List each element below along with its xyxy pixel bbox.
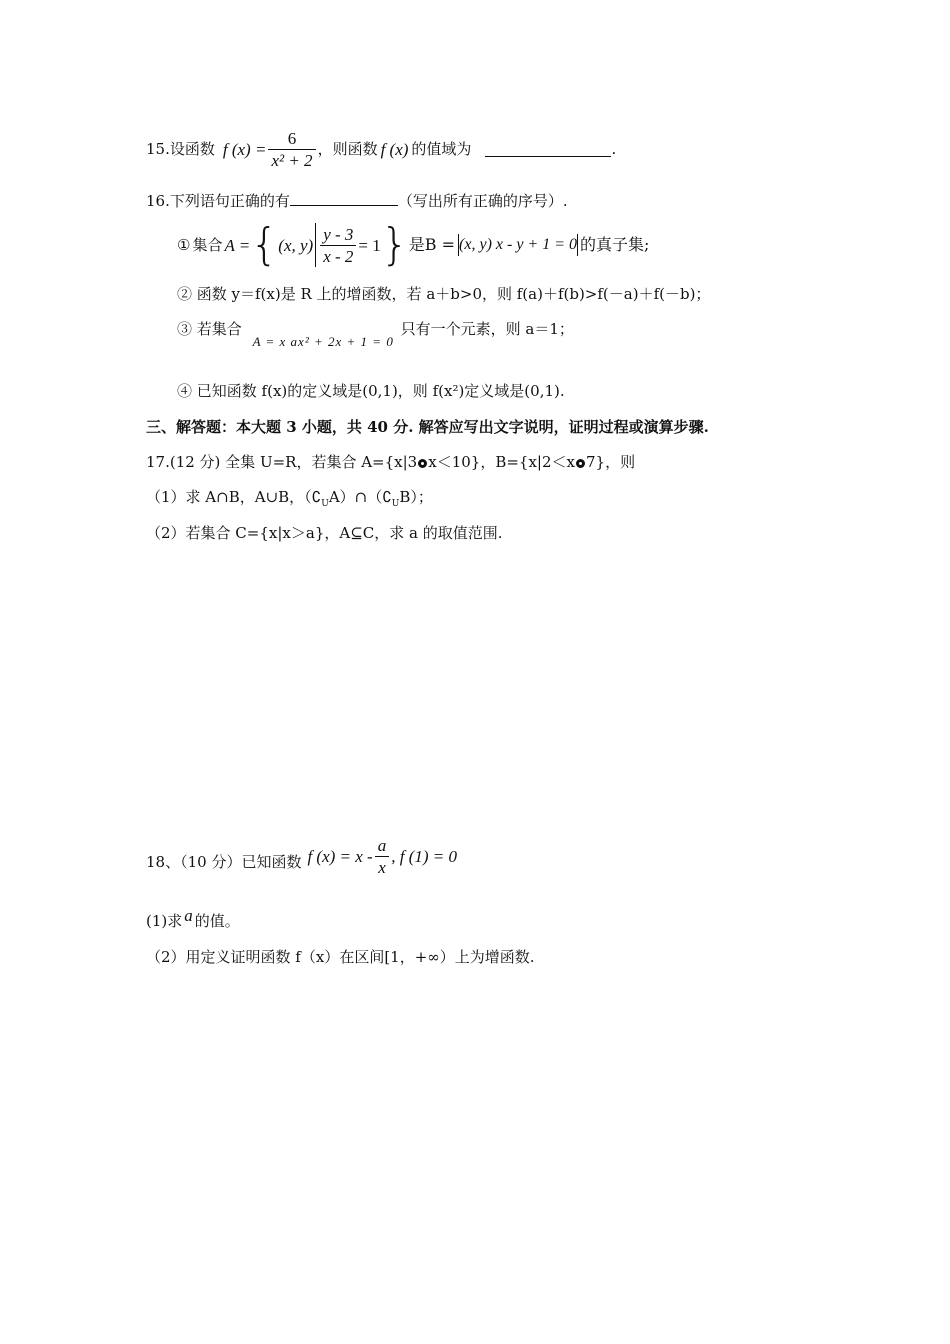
q16-set-a-fraction [320,226,356,265]
q15-end: . [611,139,617,158]
q16-item-4: ④ 已知函数 f(x)的定义域是(0,1)，则 f(x²)定义域是(0,1). [177,382,565,400]
q16-item-1 [177,220,649,270]
q16-item1-text1: 集合 [192,235,223,254]
question-15 [146,127,616,171]
q15-fx: f (x) [380,139,409,159]
q18-part-2: （2）用定义证明函数 f（x）在区间[1，+∞）上为增函数. [146,948,535,966]
q15-text-2: ，则函数 [317,139,378,158]
q16-item-2: ② 函数 y＝f(x)是 R 上的增函数，若 a＋b>0，则 f(a)＋f(b)>f(－a)＋f(－b)； [177,285,711,303]
q18-fraction-numerator: a [375,837,390,857]
q15-text-1: 设函数 [169,139,215,158]
q16-set-b-right [577,234,578,256]
q16-item3-label: ③ 若集合 [177,320,242,338]
q18-head-text: 18、（10 分）已知函数 [146,852,302,871]
q17-head-1: 17.(12 分) 全集 U=R，若集合 A={x|3 [146,453,418,471]
q17-p1-end: B）； [399,488,433,506]
q15-fraction-numerator: 6 [268,130,315,150]
q16-set-a-divider [315,223,316,267]
q17-p1-sub2: U [391,499,400,509]
leq-symbol-glyph [576,459,585,468]
q17-head-3: 7}，则 [585,453,636,471]
q17-p1-sub1: U [321,499,329,509]
q16-item1-text3: 的真子集; [580,235,650,254]
q16-set-a-eq: = 1 [358,235,381,255]
q16-set-a-name: A = [224,235,251,255]
leq-symbol-glyph [418,459,427,468]
q16-intro-tail: （写出所有正确的序号）. [397,192,568,210]
q17-p1-mid: A）∩（∁ [328,488,392,506]
q16-set-b-body: (x, y) x - y + 1 = 0 [459,236,578,253]
q15-answer-blank [485,142,611,157]
q18-fraction [375,837,390,876]
q17-p1-text: （1）求 A∩B，A∪B，（∁ [146,488,322,506]
q15-number: 15. [146,139,170,158]
q15-f-lhs: f (x) = [222,139,267,159]
q18-fraction-denominator: x [378,857,386,877]
q16-set-a-denominator: x - 2 [323,246,354,266]
q17-part-2: （2）若集合 C={x|x＞a}，A⊆C，求 a 的取值范围. [146,524,503,542]
question-16-intro [146,191,568,209]
q16-set-a-pair: (x, y) [278,235,314,255]
q18-p1-pre: (1)求 [146,912,183,930]
q17-head-2: x＜10}，B={x|2＜x [428,453,575,471]
q18-p1-post: 的值。 [194,912,240,930]
q18-part-1 [146,906,240,930]
q15-text-3: 的值域为 [411,139,472,158]
q18-f-lhs: f (x) = x - [307,846,373,866]
question-17-head [146,455,635,470]
q16-set-a-right-brace: } [380,219,409,270]
q16-answer-blank [290,191,398,206]
q16-set-a-numerator: y - 3 [320,226,356,246]
q16-item3-tail: 只有一个元素，则 a＝1； [400,320,574,338]
q18-condition: , f (1) = 0 [391,846,458,866]
q16-item1-label: ① [177,235,191,254]
q16-item1-text2: 是B = [408,235,456,254]
q16-item3-set: A = x ax² + 2x + 1 = 0 [252,334,394,349]
q16-set-a-left-brace: { [250,219,279,270]
q18-p1-var: a [184,906,193,925]
q15-fraction-denominator: x² + 2 [271,150,313,170]
q15-fraction [268,130,315,169]
q17-part-1 [146,490,433,509]
section-3-heading: 三、解答题：本大题 3 小题，共 40 分. 解答应写出文字说明，证明过程或演算步骤. [146,418,709,436]
q16-intro-text: 16.下列语句正确的有 [146,192,290,210]
q16-item-3 [177,320,574,349]
question-18-head [146,834,457,878]
